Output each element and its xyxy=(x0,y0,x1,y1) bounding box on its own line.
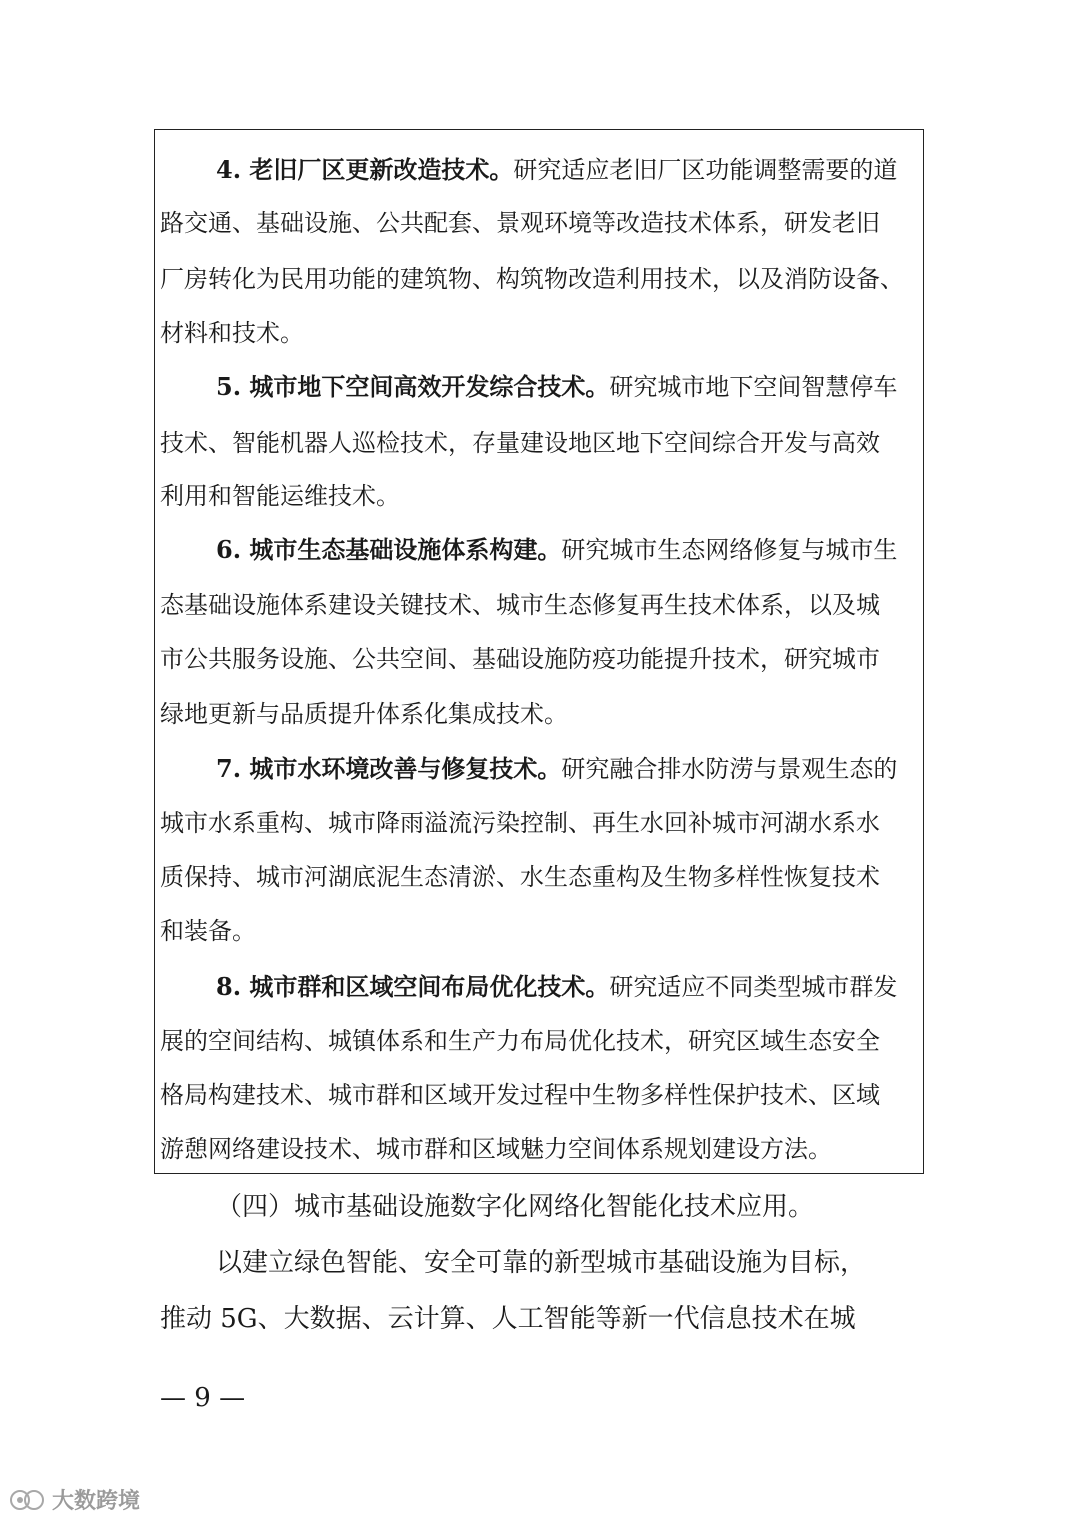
watermark-logo-icon xyxy=(8,1487,48,1513)
section-8-heading: 8. 城市群和区域空间布局优化技术。 xyxy=(216,972,610,1001)
section-6-heading: 6. 城市生态基础设施体系构建。 xyxy=(216,535,562,564)
watermark xyxy=(8,1484,140,1515)
page-number: — 9 — xyxy=(160,1383,246,1413)
section-7-heading: 7. 城市水环境改善与修复技术。 xyxy=(216,754,562,783)
watermark-text: 大数跨境 xyxy=(52,1489,141,1514)
section-6-line-4: 绿地更新与品质提升体系化集成技术。 xyxy=(160,700,568,728)
body-line-2: 推动 5G、大数据、云计算、人工智能等新一代信息技术在城 xyxy=(160,1304,856,1334)
section-5-line-2: 技术、智能机器人巡检技术，存量建设地区地下空间综合开发与高效 xyxy=(160,429,880,457)
section-5-line-1: 5. 城市地下空间高效开发综合技术。研究城市地下空间智慧停车 xyxy=(216,372,898,401)
section-5-heading: 5. 城市地下空间高效开发综合技术。 xyxy=(216,372,610,401)
section-8-line-4: 游憩网络建设技术、城市群和区域魅力空间体系规划建设方法。 xyxy=(160,1135,832,1163)
section-8-line-1: 8. 城市群和区域空间布局优化技术。研究适应不同类型城市群发 xyxy=(216,972,898,1001)
section-4-line-2: 路交通、基础设施、公共配套、景观环境等改造技术体系，研发老旧 xyxy=(160,209,880,237)
section-8-line-2: 展的空间结构、城镇体系和生产力布局优化技术，研究区域生态安全 xyxy=(160,1027,880,1055)
section-7-line-4: 和装备。 xyxy=(160,917,256,945)
subheading: （四）城市基础设施数字化网络化智能化技术应用。 xyxy=(216,1192,815,1222)
section-4-line-3: 厂房转化为民用功能的建筑物、构筑物改造利用技术，以及消防设备、 xyxy=(160,265,904,293)
section-7-line-2: 城市水系重构、城市降雨溢流污染控制、再生水回补城市河湖水系水 xyxy=(160,809,880,837)
section-6-line-3: 市公共服务设施、公共空间、基础设施防疫功能提升技术，研究城市 xyxy=(160,645,880,673)
section-7-line-1: 7. 城市水环境改善与修复技术。研究融合排水防涝与景观生态的 xyxy=(216,754,898,783)
section-8-line-3: 格局构建技术、城市群和区域开发过程中生物多样性保护技术、区域 xyxy=(160,1081,880,1109)
section-5-line-3: 利用和智能运维技术。 xyxy=(160,482,400,510)
section-4-line-4: 材料和技术。 xyxy=(160,319,304,347)
body-line-1: 以建立绿色智能、安全可靠的新型城市基础设施为目标， xyxy=(216,1248,867,1278)
section-6-line-1: 6. 城市生态基础设施体系构建。研究城市生态网络修复与城市生 xyxy=(216,535,898,564)
section-4-line-1: 4. 老旧厂区更新改造技术。 研究适应老旧厂区功能调整需要的道 xyxy=(216,155,898,184)
section-4-heading: 4. 老旧厂区更新改造技术。 xyxy=(216,155,514,184)
section-6-line-2: 态基础设施体系建设关键技术、城市生态修复再生技术体系，以及城 xyxy=(160,591,880,619)
section-7-line-3: 质保持、城市河湖底泥生态清淤、水生态重构及生物多样性恢复技术 xyxy=(160,863,880,891)
